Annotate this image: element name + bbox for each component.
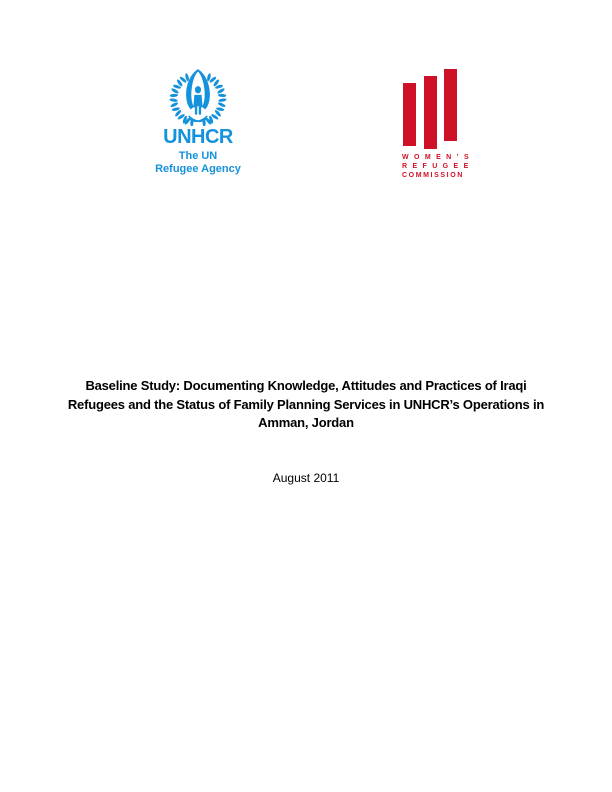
wrc-bar-icon [444, 69, 457, 141]
wrc-logo [402, 69, 476, 181]
wrc-bar-icon [403, 83, 416, 146]
document-date: August 2011 [272, 471, 340, 485]
unhcr-emblem-icon [167, 68, 229, 126]
title-line-3: Amman, Jordan [258, 415, 354, 430]
wrc-bar-icon [424, 76, 437, 149]
title-line-1: Baseline Study: Documenting Knowledge, Attitudes and Practices of Iraqi [85, 378, 527, 393]
document-title [0, 377, 612, 433]
unhcr-tagline-line2: Refugee Agency [155, 162, 241, 175]
unhcr-logo [152, 68, 244, 175]
wrc-name-line3: COMMISSION [402, 172, 464, 179]
unhcr-tagline-line1: The UN [178, 150, 218, 162]
wrc-name-line1: WOMEN’S [402, 154, 475, 161]
title-line-2: Refugees and the Status of Family Planning Services in UNHCR’s Operations in [67, 396, 545, 412]
wrc-name-line2: REFUGEE [402, 163, 474, 170]
unhcr-wordmark: UNHCR [163, 126, 233, 148]
